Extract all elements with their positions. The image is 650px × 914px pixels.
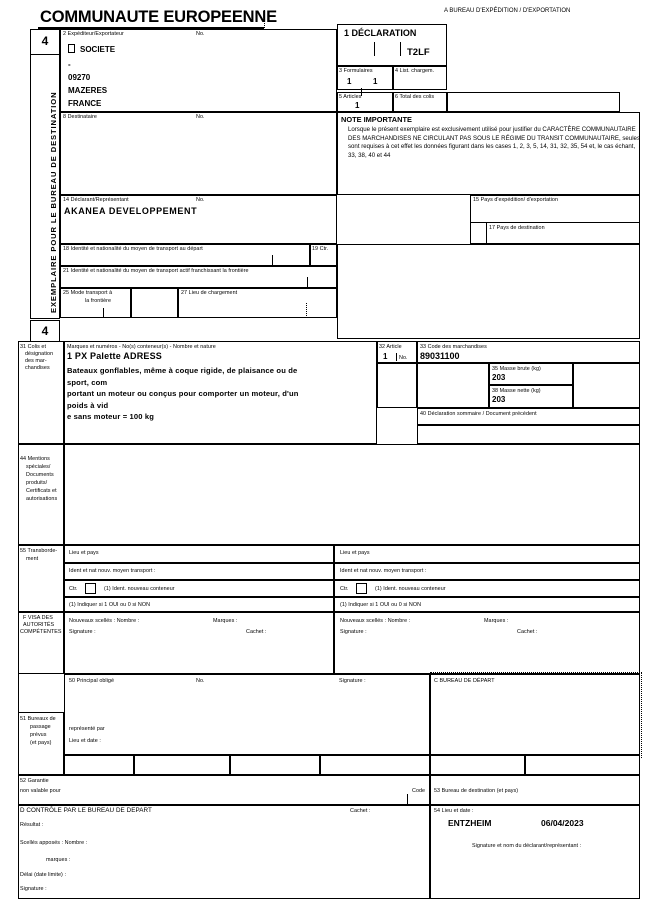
box-21-tick <box>307 277 308 287</box>
box-f-left-seals-label: Nouveaux scellés : Nombre : <box>69 618 140 624</box>
form-outer-frame <box>18 341 640 899</box>
box-6-value-field <box>447 92 620 112</box>
box-14-no-label: No. <box>196 197 205 203</box>
box-44-label-line2: spéciales/ <box>26 464 51 470</box>
box-31-label-line2: désignation <box>25 351 54 357</box>
box-6-label: 6 Total des colis <box>395 94 435 100</box>
box-f-left-stamp-label: Cachet : <box>246 629 267 635</box>
goods-description-line-5: e sans moteur = 100 kg <box>67 412 155 422</box>
goods-marks: 1 PX Palette ADRESS <box>67 351 162 361</box>
box-44-label-line6: autorisations <box>26 496 58 502</box>
box-44-label-line3: Documents <box>26 472 54 478</box>
box-19-label: 19 Ctr. <box>312 246 329 252</box>
box-f-right-signature-label: Signature : <box>340 629 367 635</box>
box-32-no-label: No. <box>399 355 408 361</box>
box-31-label-line4: chandises <box>25 365 50 371</box>
consignor-city: MAZERES <box>68 86 108 95</box>
consignor-checkbox[interactable] <box>68 44 75 53</box>
box-52-label-line2: non valable pour <box>20 788 61 794</box>
transhipment-right-footnote: (1) Indiquer si 1 OUI ou 0 si NON <box>340 602 422 608</box>
box-44-label-line5: Certificats et <box>26 488 57 494</box>
box-44-label-line4: produits/ <box>26 480 48 486</box>
box-32-label: 32 Article <box>379 344 402 350</box>
consignor-postcode: 09270 <box>68 73 91 82</box>
box-3-label: 3 Formulaires <box>339 68 373 74</box>
box-50-signature-label: Signature : <box>339 678 366 684</box>
box-50-place-date-label: Lieu et date : <box>69 738 101 744</box>
box-31-label-line1: 31 Colis et <box>20 344 47 350</box>
box-f-right-seals-label: Nouveaux scellés : Nombre : <box>340 618 411 624</box>
gross-mass-value: 203 <box>492 373 506 382</box>
box-25-label-line2: la frontière <box>85 298 112 304</box>
box-54-signature-label: Signature et nom du déclarant/représentant : <box>472 843 582 849</box>
box-d-marks-label: marques : <box>46 857 71 863</box>
transhipment-left-container-label: (1) Ident. nouveau conteneur <box>104 586 175 592</box>
box-15-label: 15 Pays d'expédition/ d'exportation <box>473 197 559 203</box>
box-55-label-line1: 55 Transborde- <box>20 548 58 554</box>
consignor-name: SOCIETE <box>80 45 116 54</box>
box-c-label: C BUREAU DE DÉPART <box>434 678 495 684</box>
net-mass-value: 203 <box>492 395 506 404</box>
box-55-label-line2: ment <box>26 556 39 562</box>
box-f-left-marks-label: Marques : <box>213 618 238 624</box>
box-44-label-line1: 44 Mentions <box>20 456 50 462</box>
box-25-tick <box>103 308 104 317</box>
transhipment-right-transport-label: Ident et nat nouv. moyen transport : <box>340 568 427 574</box>
box-52-label-line1: 52 Garantie <box>20 778 49 784</box>
transhipment-left-ctr-label: Ctr. <box>69 586 78 592</box>
export-office-header: A BUREAU D'EXPÉDITION / D'EXPORTATION <box>444 8 571 14</box>
header-dotted-divider <box>264 10 265 30</box>
box-54-date: 06/04/2023 <box>541 818 584 828</box>
box-2-consignor <box>60 29 337 112</box>
box-8-label: 8 Destinataire <box>63 114 97 120</box>
box-51-label-line3: prévus <box>30 732 47 738</box>
box-f-left-signature-label: Signature : <box>69 629 96 635</box>
box-31-sub-label: Marques et numéros - No(s) conteneur(s) - Nombre et nature <box>67 344 216 350</box>
box-50-label: 50 Principal obligé <box>69 678 115 684</box>
transhipment-right-ctr-label: Ctr. <box>340 586 349 592</box>
box-31-label-line3: des mar- <box>25 358 47 364</box>
box-d-seals-label: Scellés apposés : Nombre : <box>20 840 88 846</box>
box-d-result-label: Résultat : <box>20 822 44 828</box>
box-51-label-line4: (et pays) <box>30 740 52 746</box>
box-8-consignee <box>60 112 337 195</box>
transhipment-left-place-label: Lieu et pays <box>69 550 99 556</box>
box-2-no-label: No. <box>196 31 205 37</box>
box-17-label: 17 Pays de destination <box>489 225 545 231</box>
box-17-divider <box>486 222 487 244</box>
goods-description-line-4: poids à vid <box>67 400 109 410</box>
goods-description-line-1: Bateaux gonflables, même à coque rigide, de plaisance ou de <box>67 366 298 375</box>
transhipment-right-container-label: (1) Ident. nouveau conteneur <box>375 586 446 592</box>
box-54-place: ENTZHEIM <box>448 818 492 828</box>
box-54-label: 54 Lieu et date : <box>434 808 474 814</box>
box-50-no-label: No. <box>196 678 205 684</box>
copy-number-lower: 4 <box>41 324 49 338</box>
note-body: Lorsque le présent exemplaire est exclusivement utilisé pour justifier du CARACTÈRE COMMUNAUTAIRE DES MARCHANDISES NE CIRCULANT PAS SOUS LE RÉGIME DU TRANSIT COMMUNAUTAIRE, seules sont requises à cet effet les données figurant dans les cases 1, 2, 3, 5, 14, 31, 32, 35, 54 et, le cas échant, 33, 38, 40 et 44 <box>348 126 640 159</box>
box-3-value-b: 1 <box>373 77 378 86</box>
box-d-stamp-label: Cachet : <box>350 808 371 814</box>
goods-description-line-2: sport, com <box>67 377 108 387</box>
box-21-label: 21 Identité et nationalité du moyen de transport actif franchissant la frontière <box>63 268 249 274</box>
right-blank-panel <box>337 244 640 339</box>
box-27-label: 27 Lieu de chargement <box>181 290 238 296</box>
box-52-code-label: Code <box>412 788 426 794</box>
box-d-label: D CONTRÔLE PAR LE BUREAU DE DEPART <box>20 807 152 814</box>
box-27-dotted-tick <box>306 303 307 316</box>
copy-vertical-label: EXEMPLAIRE POUR LE BUREAU DE DESTINATION <box>49 91 58 313</box>
box-50-represented-label: représenté par <box>69 726 105 732</box>
box-1-tick-1 <box>374 42 375 56</box>
box-5-value: 1 <box>355 101 360 110</box>
declarant-name: AKANEA DEVELOPPEMENT <box>64 206 198 216</box>
copy-number: 4 <box>41 34 49 48</box>
box-8-no-label: No. <box>196 114 205 120</box>
box-51-label-line2: passage <box>30 724 51 730</box>
box-f-right-stamp-label: Cachet : <box>517 629 538 635</box>
box-f-label-line1: F VISA DES <box>23 615 53 621</box>
declaration-type-value: T2LF <box>407 47 430 58</box>
goods-description-line-3: portant un moteur ou conçus pour comporter un moteur, d'un <box>67 389 299 399</box>
box-f-label-line3: COMPÉTENTES <box>20 629 62 635</box>
consignor-country: FRANCE <box>68 99 102 108</box>
box-14-label: 14 Déclarant/Représentant <box>63 197 129 203</box>
box-f-label-line2: AUTORITÉS <box>23 622 55 628</box>
box-25-value-field <box>131 288 178 318</box>
box-18-label: 18 Identité et nationalité du moyen de transport au départ <box>63 246 203 252</box>
box-18-tick <box>272 255 273 265</box>
consignor-line2: - <box>68 60 71 69</box>
box-33-label: 33 Code des marchandises <box>420 344 487 350</box>
page-title: COMMUNAUTE EUROPEENNE <box>40 8 277 26</box>
box-38-label: 38 Masse nette (kg) <box>492 388 541 394</box>
box-f-right-marks-label: Marques : <box>484 618 509 624</box>
box-1-label: 1 DÉCLARATION <box>344 28 417 38</box>
box-51-label-line1: 51 Bureaux de <box>20 716 56 722</box>
box-c-dotted-right <box>641 672 642 758</box>
box-d-delay-label: Délai (date limite) : <box>20 872 66 878</box>
box-4-label: 4 List. chargem. <box>395 68 435 74</box>
box-5-label: 5 Articles <box>339 94 362 100</box>
transhipment-left-transport-label: Ident et nat nouv. moyen transport : <box>69 568 156 574</box>
transhipment-left-footnote: (1) Indiquer si 1 OUI ou 0 si NON <box>69 602 151 608</box>
box-35-label: 35 Masse brute (kg) <box>492 366 541 372</box>
box-25-label-line1: 25 Mode transport à <box>63 290 113 296</box>
box-32-value: 1 <box>383 352 388 361</box>
box-3-value-a: 1 <box>347 77 352 86</box>
box-2-label: 2 Expéditeur/Exportateur <box>63 31 124 37</box>
box-d-signature-label: Signature : <box>20 886 47 892</box>
box-1-tick-2 <box>400 42 401 56</box>
box-40-label: 40 Déclaration sommaire / Document précédent <box>420 411 537 417</box>
commodity-code-value: 89031100 <box>420 351 460 361</box>
transhipment-right-place-label: Lieu et pays <box>340 550 370 556</box>
note-title: NOTE IMPORTANTE <box>341 115 412 124</box>
box-53-label: 53 Bureau de destination (et pays) <box>434 788 519 794</box>
